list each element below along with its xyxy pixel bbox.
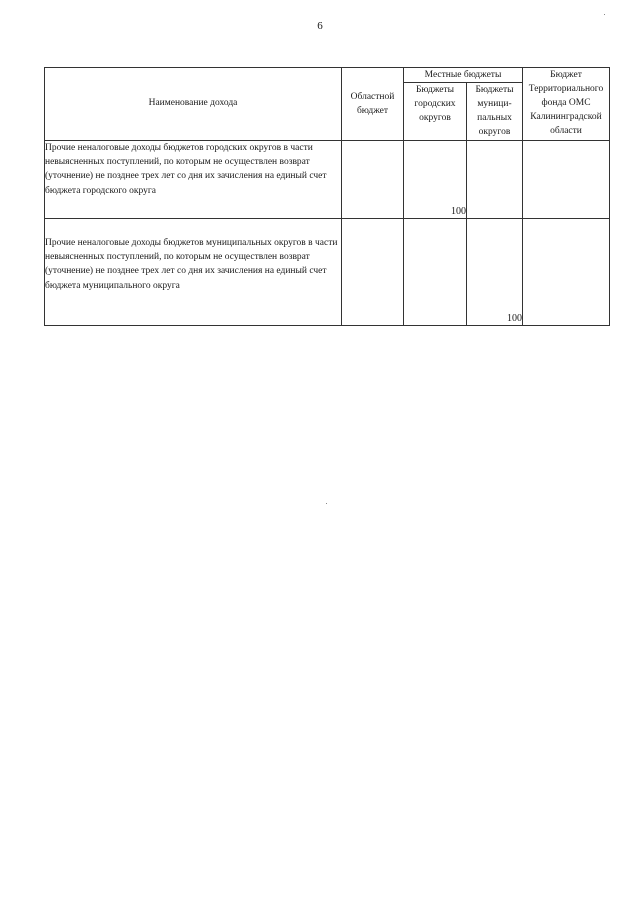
header-local-budgets: Местные бюджеты — [404, 68, 523, 83]
income-distribution-table — [44, 67, 610, 326]
page-number: 6 — [317, 20, 323, 32]
regional-budget-cell — [342, 141, 404, 219]
municipal-district-budget-cell — [467, 141, 523, 219]
fund-budget-cell — [523, 219, 610, 326]
header-regional-budget: Областной бюджет — [342, 68, 404, 141]
city-district-budget-cell: 100 — [404, 141, 467, 219]
header-fund-budget: Бюджет Территориального фонда ОМС Калининградской области — [523, 68, 610, 141]
fund-budget-cell — [523, 141, 610, 219]
city-district-budget-cell — [404, 219, 467, 326]
header-income-name: Наименование дохода — [45, 68, 342, 141]
scan-speck — [326, 503, 327, 504]
regional-budget-cell — [342, 219, 404, 326]
header-municipal-district-budgets: Бюджеты муници-пальных округов — [467, 83, 523, 141]
table-header-row — [45, 68, 610, 83]
income-name-cell: Прочие неналоговые доходы бюджетов городских округов в части невыясненных поступлений, по которым не осуществлен возврат (уточнение) не позднее трех лет со дня их зачисления на единый счет бюджета городского округа — [45, 141, 342, 219]
header-city-district-budgets: Бюджеты городских округов — [404, 83, 467, 141]
income-name-cell: Прочие неналоговые доходы бюджетов муниципальных округов в части невыясненных поступлений, по которым не осуществлен возврат (уточнение) не позднее трех лет со дня их зачисления на единый счет бюджета муниципального округа — [45, 219, 342, 326]
municipal-district-budget-cell: 100 — [467, 219, 523, 326]
table-row — [45, 219, 610, 326]
scan-speck — [604, 14, 605, 15]
table-row — [45, 141, 610, 219]
